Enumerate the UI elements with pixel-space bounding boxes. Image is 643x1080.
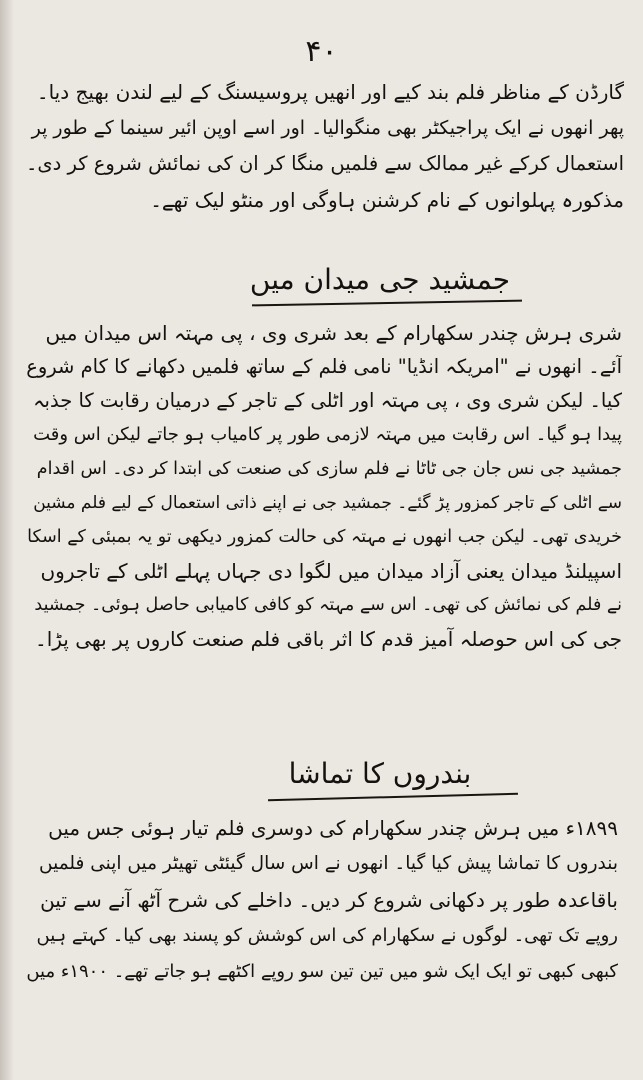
text-line: جی کی اس حوصلہ آمیز قدم کا اثر باقی فلم صنعت کاروں پر بھی پڑا۔ <box>34 627 622 651</box>
binding-shadow <box>0 0 14 1080</box>
text-line: پھر انھوں نے ایک پراجیکٹر بھی منگوالیا۔ اور اسے اوپن ائیر سینما کے طور پر <box>31 117 624 139</box>
text-line: روپے تک تھی۔ لوگوں نے سکھارام کی اس کوشش کو پسند بھی کیا۔ کہتے ہیں <box>36 925 618 946</box>
section-heading: جمشید جی میدان میں <box>249 263 511 296</box>
text-line: ۱۸۹۹ء میں ہرش چندر سکھارام کی دوسری فلم تیار ہوئی جس میں <box>48 816 618 840</box>
paragraph-intro <box>18 74 624 218</box>
paragraph-body <box>26 810 618 990</box>
text-line: جمشید جی نس جان جی ٹاٹا نے فلم سازی کی صنعت کی ابتدا کر دی۔ اس اقدام <box>36 459 622 479</box>
text-line: پیدا ہو گیا۔ اس رقابت میں مہتہ لازمی طور پر کامیاب ہو جاتے لیکن اس وقت <box>33 424 622 445</box>
text-line: آئے۔ انھوں نے "امریکہ انڈیا" نامی فلم کے ساتھ فلمیں دکھانے کا کام شروع <box>26 355 622 378</box>
text-line: اسپیلنڈ میدان یعنی آزاد میدان میں لگوا دی جہاں پہلے اٹلی کے تاجروں <box>40 559 622 583</box>
page-number: ۴۰ <box>305 34 338 69</box>
paragraph-body <box>22 316 622 656</box>
text-line: استعمال کرکے غیر ممالک سے فلمیں منگا کر ان کی نمائش شروع کر دی۔ <box>25 152 624 175</box>
text-line: بندروں کا تماشا پیش کیا گیا۔ انھوں نے اس سال گیئٹی تھیٹر میں اپنی فلمیں <box>39 853 618 874</box>
text-line: کبھی کبھی تو ایک ایک شو میں تین تین سو روپے اکٹھے ہو جاتے تھے۔ ۱۹۰۰ء میں <box>26 961 618 982</box>
text-line: کیا۔ لیکن شری وی ، پی مہتہ اور اٹلی کے تاجر کے درمیان رقابت کا جذبہ <box>33 389 622 412</box>
text-line: شری ہرش چندر سکھارام کے بعد شری وی ، پی مہتہ اس میدان میں <box>45 321 622 345</box>
text-line: مذکورہ پہلوانوں کے نام کرشنن ہاوگی اور منٹو لیک تھے۔ <box>150 188 624 212</box>
text-line: گارڈن کے مناظر فلم بند کیے اور انھیں پروسیسنگ کے لیے لندن بھیج دیا۔ <box>36 80 624 104</box>
text-line: خریدی تھی۔ لیکن جب انھوں نے مہتہ کی حالت کمزور دیکھی تو یہ بمبئی کے اسکا <box>27 527 622 547</box>
section-heading: بندروں کا تماشا <box>288 757 472 790</box>
text-line: سے اٹلی کے تاجر کمزور پڑ گئے۔ جمشید جی نے اپنے ذاتی استعمال کے لیے فلم مشین <box>33 493 622 513</box>
text-line: نے فلم کی نمائش کی تھی۔ اس سے مہتہ کو کافی کامیابی حاصل ہوئی۔ جمشید <box>34 595 622 615</box>
text-line: باقاعدہ طور پر دکھانی شروع کر دیں۔ داخلے کی شرح آٹھ آنے سے تین <box>40 888 618 912</box>
